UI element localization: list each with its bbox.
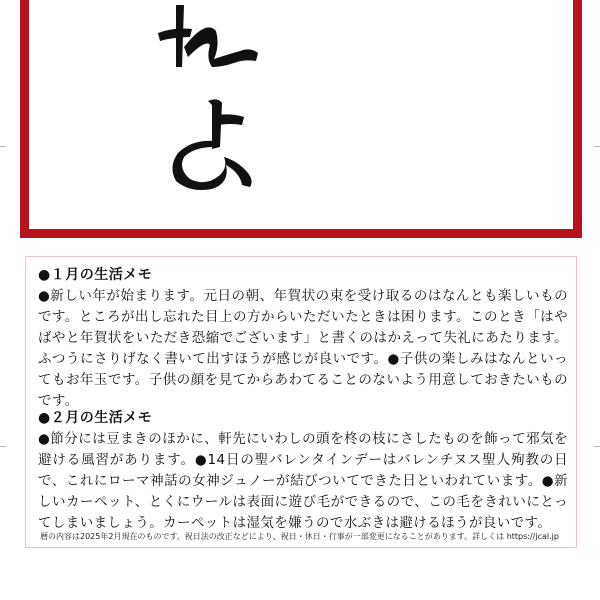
margin-tick — [0, 446, 6, 447]
brush-stroke — [158, 29, 192, 42]
calligraphy-image — [154, 0, 264, 197]
margin-tick — [0, 146, 6, 147]
footnote: 暦の内容は2025年2月現在のものです。祝日法の改正などにより、祝日・休日・行事が一部変更になることがあります。詳しくは https://jcal.jp — [40, 532, 559, 541]
memo-heading: ●２月の生活メモ — [38, 410, 153, 426]
brush-stroke — [184, 27, 258, 67]
calligraphy-characters — [154, 0, 264, 197]
brush-stroke — [216, 114, 244, 125]
memo-body: ●新しい年が始まります。元日の朝、年賀状の束を受け取るのはなんとも楽しいものです。ところが出し忘れた目上の方からいただいたときは困ります。このとき「はやばやと年賀状をいただき恐縮でございます」と書くのはかえって失礼にあたります。ふつうにさりげなく書いて出すほうが感じが良いです。●子供の楽しみはなんといってもお年玉です。子供の顔を見てからあわてることのないよう用意しておきたいものです。 — [38, 288, 568, 409]
memo-january — [38, 266, 568, 412]
memo-body: ●節分には豆まきのほかに、軒先にいわしの頭を柊の枝にさしたものを飾って邪気を避ける風習があります。●14日の聖バレンタインデーはバレンチヌス聖人殉教の日で、これにローマ神話の女神ジュノーが結びついてできた日といわれています。●新しいカーペット、とくにウールは表面に遊び毛ができるので、この毛をきれいにとってしまいましょう。カーペットは湿気を嫌うので水ぶきは避けるほうが良いです。 — [38, 431, 568, 531]
margin-tick — [594, 446, 600, 447]
margin-tick — [594, 146, 600, 147]
memo-february — [38, 409, 568, 534]
calendar-red-frame — [20, 0, 582, 238]
memo-heading: ●１月の生活メモ — [38, 267, 153, 283]
